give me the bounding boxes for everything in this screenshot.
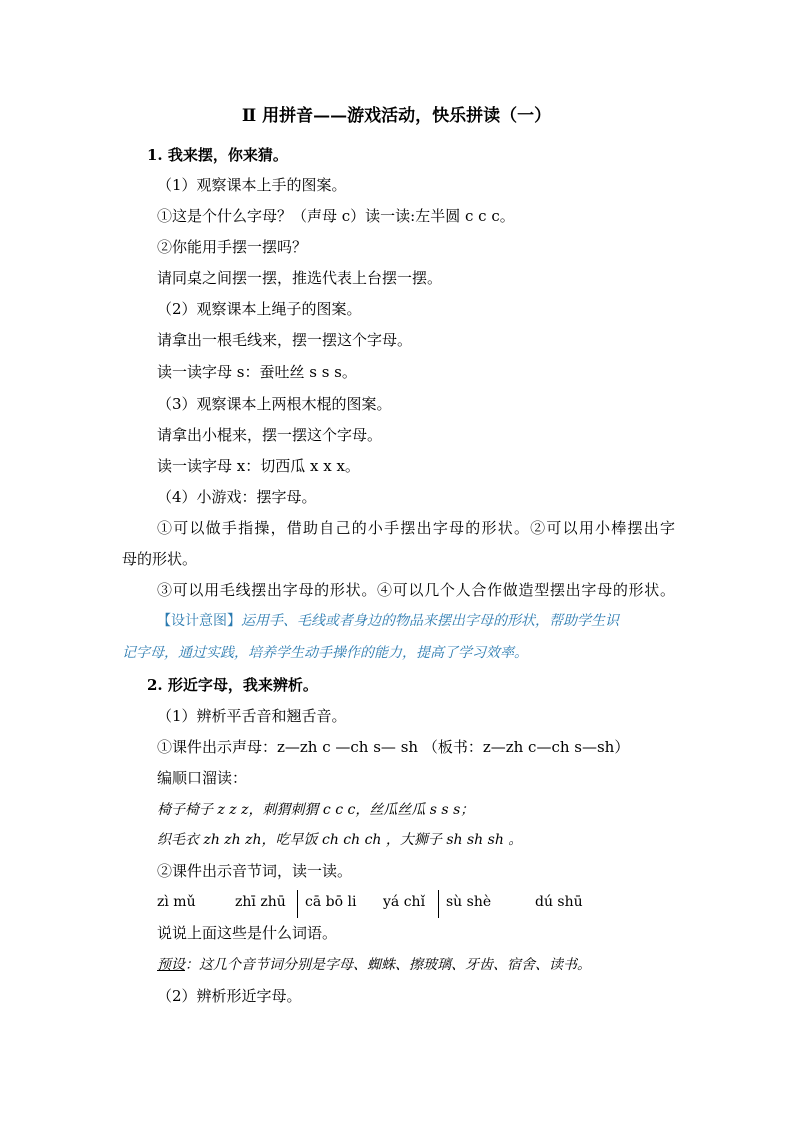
design-intent-line: 记字母，通过实践，培养学生动手操作的能力，提高了学习效率。 (122, 645, 528, 661)
design-intent-text: 运用手、毛线或者身边的物品来摆出字母的形状，帮助学生识 (241, 613, 619, 629)
section1-line: 读一读字母 x：切西瓜 x x x。 (157, 457, 360, 475)
pinyin-word: cā bō li (305, 894, 357, 910)
section1-line: ③可以用毛线摆出字母的形状。④可以几个人合作做造型摆出字母的形状。 (157, 581, 675, 599)
section2-line: （2）辨析形近字母。 (157, 987, 302, 1005)
section2-line: ①课件出示声母：z—zh c —ch s— sh （板书：z—zh c—ch s—sh） (157, 738, 630, 756)
section2-line: ②课件出示音节词，读一读。 (157, 862, 353, 880)
section1-line: ①可以做手指操，借助自己的小手摆出字母的形状。②可以用小棒摆出字 (157, 519, 675, 537)
preset-line (157, 954, 591, 976)
section1-line: 请拿出一根毛线来，摆一摆这个字母。 (157, 331, 413, 349)
section1-line: 读一读字母 s：蚕吐丝 s s s。 (157, 363, 357, 381)
design-intent-line (157, 610, 619, 632)
section1-line: （1）观察课本上手的图案。 (157, 176, 347, 194)
preset-label: 预设 (157, 957, 185, 973)
section2-line: （1）辨析平舌音和翘舌音。 (157, 707, 347, 725)
section1-heading: 1. 我来摆，你来猜。 (147, 146, 288, 164)
section1-line: （3）观察课本上两根木棍的图案。 (157, 395, 392, 413)
rhyme-line: 织毛衣 zh zh zh，吃早饭 ch ch ch ，大狮子 sh sh sh 。 (157, 832, 523, 848)
section1-line: （2）观察课本上绳子的图案。 (157, 300, 362, 318)
pinyin-word: zhī zhū (235, 894, 286, 910)
design-intent-tag: 【设计意图】 (157, 613, 241, 629)
section2-heading: 2. 形近字母，我来辨析。 (147, 676, 318, 694)
pinyin-word: yá chǐ (383, 894, 426, 910)
pinyin-word: zì mǔ (157, 894, 196, 910)
divider-bar (438, 890, 439, 918)
pinyin-word: sù shè (446, 894, 492, 910)
page-title: Ⅱ 用拼音——游戏活动，快乐拼读（一） (241, 106, 552, 126)
section1-line: 母的形状。 (122, 550, 198, 568)
pinyin-row (157, 890, 657, 920)
rhyme-line: 椅子椅子 z z z，刺猬刺猬 c c c，丝瓜丝瓜 s s s； (157, 802, 475, 818)
section1-line: 请同桌之间摆一摆，推选代表上台摆一摆。 (157, 269, 443, 287)
preset-text: ：这几个音节词分别是字母、蜘蛛、擦玻璃、牙齿、宿舍、读书。 (185, 957, 591, 973)
section1-line: 请拿出小棍来，摆一摆这个字母。 (157, 426, 383, 444)
section1-line: ②你能用手摆一摆吗？ (157, 238, 308, 256)
pinyin-word: dú shū (535, 894, 583, 910)
section1-line: （4）小游戏：摆字母。 (157, 488, 317, 506)
section2-line: 说说上面这些是什么词语。 (157, 924, 338, 942)
divider-bar (297, 890, 298, 918)
section2-line: 编顺口溜读： (157, 769, 248, 787)
section1-line: ①这是个什么字母？（声母 c）读一读:左半圆 c c c。 (157, 207, 515, 225)
